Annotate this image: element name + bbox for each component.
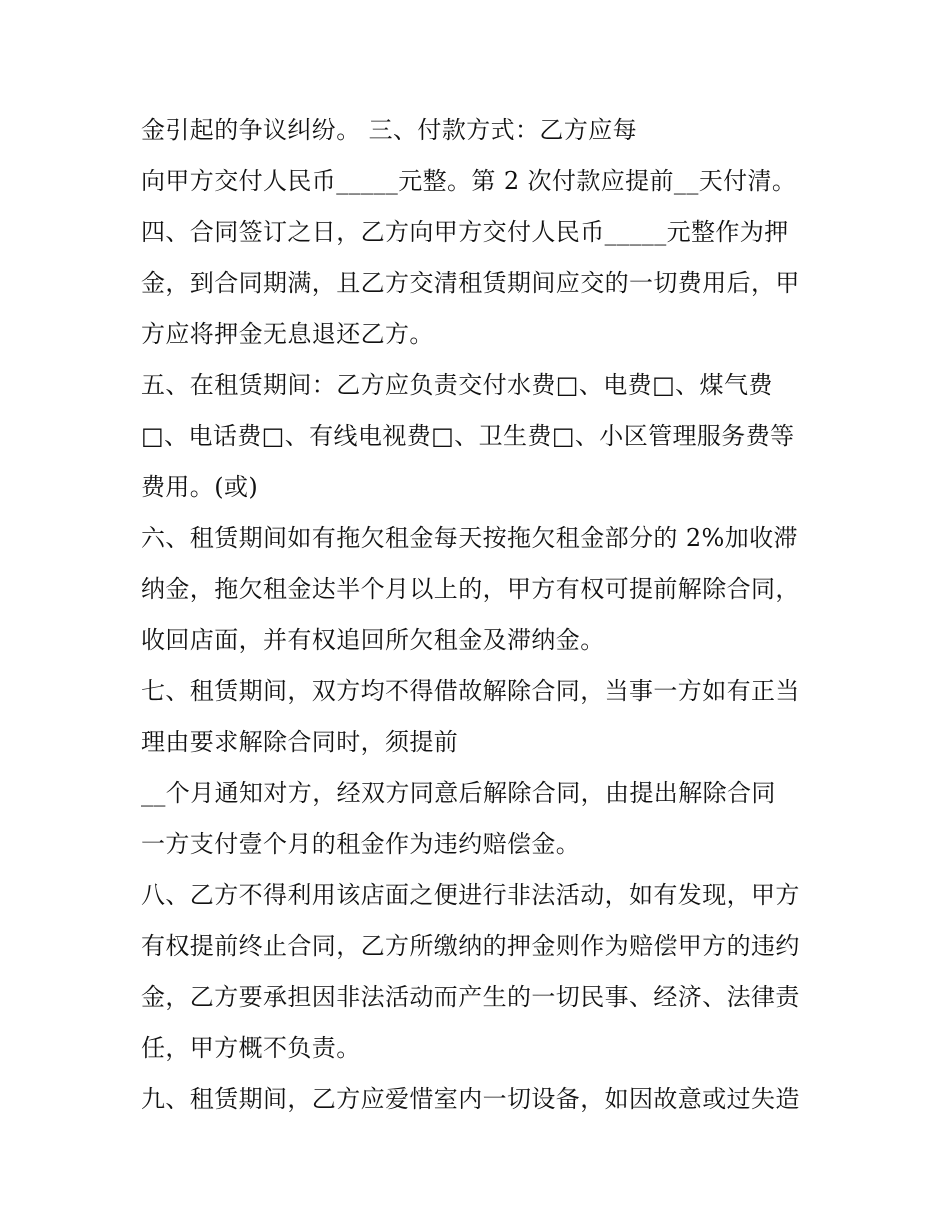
text-line: □、电话费□、有线电视费□、卫生费□、小区管理服务费等: [141, 422, 795, 450]
text-line: 纳金，拖欠租金达半个月以上的，甲方有权可提前解除合同，: [141, 575, 800, 603]
text-line: 一方支付壹个月的租金作为违约赔偿金。: [141, 830, 581, 858]
text-line: 向甲方交付人民币_____元整。第 2 次付款应提前__天付清。: [141, 167, 797, 195]
text-line: 九、租赁期间，乙方应爱惜室内一切设备，如因故意或过失造: [141, 1085, 800, 1113]
text-line: 收回店面，并有权追回所欠租金及滞纳金。: [141, 626, 605, 654]
text-line: 有权提前终止合同，乙方所缴纳的押金则作为赔偿甲方的违约: [141, 932, 800, 960]
text-line: 金，到合同期满，且乙方交清租赁期间应交的一切费用后，甲: [141, 269, 800, 297]
text-line: 七、租赁期间，双方均不得借故解除合同，当事一方如有正当: [141, 677, 800, 705]
text-line: 金引起的争议纠纷。 三、付款方式：乙方应每: [141, 116, 638, 144]
text-line: __个月通知对方，经双方同意后解除合同，由提出解除合同: [141, 779, 776, 807]
text-line: 费用。(或): [141, 473, 259, 501]
text-line: 四、合同签订之日，乙方向甲方交付人民币_____元整作为押: [141, 218, 789, 246]
text-line: 金，乙方要承担因非法活动而产生的一切民事、经济、法律责: [141, 983, 800, 1011]
text-line: 方应将押金无息退还乙方。: [141, 320, 434, 348]
text-line: 理由要求解除合同时，须提前: [141, 728, 459, 756]
text-line: 八、乙方不得利用该店面之便进行非法活动，如有发现，甲方: [141, 881, 800, 909]
text-line: 五、在租赁期间：乙方应负责交付水费□、电费□、煤气费: [141, 371, 773, 399]
text-line: 任，甲方概不负责。: [141, 1034, 361, 1062]
text-line: 六、租赁期间如有拖欠租金每天按拖欠租金部分的 2%加收滞: [141, 524, 798, 552]
